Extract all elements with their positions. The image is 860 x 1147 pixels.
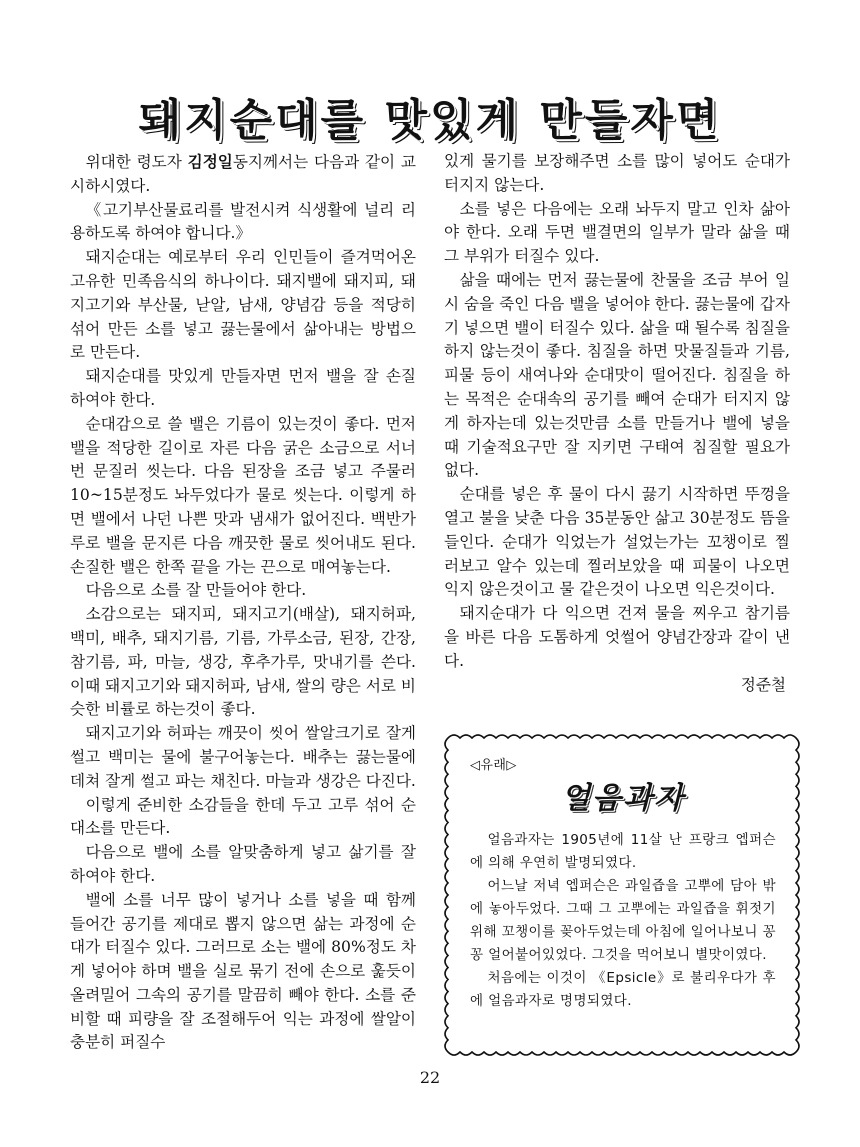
paragraph: 돼지순대가 다 익으면 건져 물을 찌우고 참기름을 바른 다음 도톰하게 엇썰어 양념간장과 같이 낸다. bbox=[444, 604, 790, 670]
paragraph: 돼지순대는 예로부터 우리 인민들이 즐겨먹어온 고유한 민족음식의 하나이다. 돼지밸에 돼지피, 돼지고기와 부산물, 낟알, 남새, 양념감 등을 적당히 섞어 만든 소를 넣고 끓는물에서 삶아내는 방법으로 만든다. bbox=[70, 248, 416, 362]
paragraph: 돼지고기와 허파는 깨끗이 씻어 쌀알크기로 잘게 썰고 백미는 물에 불구어놓는다. 배추는 끓는물에 데쳐 잘게 썰고 파는 채친다. 마늘과 생강은 다진다. bbox=[70, 724, 416, 790]
intro-text-end: 동지께서는 다음과 같이 교시하시였다. bbox=[70, 153, 416, 195]
paragraph: 이렇게 준비한 소감들을 한데 두고 고루 섞어 순대소를 만든다. bbox=[70, 795, 416, 838]
author-name: 정준철 bbox=[740, 675, 786, 694]
origin-box-content bbox=[470, 754, 776, 1013]
paragraph: 있게 물기를 보장해주면 소를 많이 넣어도 순대가 터지지 않는다. bbox=[444, 152, 790, 194]
paragraph: 소를 넣은 다음에는 오래 놔두지 말고 인차 삶아야 한다. 오래 두면 밸결면의 일부가 말라 삶을 때 그 부위가 터질수 있다. bbox=[444, 199, 790, 266]
paragraph: 다음으로 밸에 소를 알맞춤하게 넣고 삶기를 잘하여야 한다. bbox=[70, 843, 416, 885]
paragraph: 순대를 넣은 후 물이 다시 끓기 시작하면 뚜껑을 열고 불을 낮춘 다음 35분동안 삶고 30분정도 뜸을 들인다. 순대가 익었는가 설었는가는 꼬챙이로 찔러보고 알수 있는데 찔러보았을 때 피물이 나오면 익지 않은것이고 물 같은것이 나오면 익은것이다. bbox=[444, 485, 790, 599]
origin-title: 얼음과자 bbox=[561, 781, 685, 816]
intro-text: 위대한 령도자 bbox=[85, 153, 188, 171]
article-title: 돼지순대를 맛있게 만들자면 bbox=[138, 95, 722, 146]
origin-paragraph: 얼음과자는 1905년에 11살 난 프랑크 엡퍼슨에 의해 우연히 발명되였다. bbox=[470, 832, 776, 871]
origin-paragraph: 어느날 저녁 엡퍼슨은 과일즙을 고뿌에 담아 밖에 놓아두었다. 그때 그 고뿌에는 과일즙을 휘젓기 위해 꼬챙이를 꽂아두었는데 아침에 일어나보니 꽁꽁 얼어붙어있었다. 그것을 먹어보니 별맛이였다. bbox=[470, 878, 776, 963]
paragraph: 삶을 때에는 먼저 끓는물에 찬물을 조금 부어 일시 숨을 죽인 다음 밸을 넣어야 한다. 끓는물에 갑자기 넣으면 밸이 터질수 있다. 삶을 때 될수록 침질을 하지 않는것이 좋다. 침질을 하면 맛물질들과 기름, 피물 등이 새여나와 순대맛이 떨어진다. 침질을 하는 목적은 순대속의 공기를 빼여 순대가 터지지 않게 하자는데 있는것만큼 소를 만들거나 밸에 넣을 때 기술적요구만 잘 지키면 구태여 침질할 필요가 없다. bbox=[444, 270, 790, 480]
origin-tag: ◁유래▷ bbox=[470, 758, 517, 773]
left-column bbox=[70, 150, 416, 1055]
paragraph: 소감으로는 돼지피, 돼지고기(배살), 돼지허파, 백미, 배추, 돼지기름, 기름, 가루소금, 된장, 간장, 참기름, 파, 마늘, 생강, 후추가루, 맛내기를 쓴다. 이때 돼지고기와 돼지허파, 남새, 쌀의 량은 서로 비슷한 비률로 하는것이 좋다. bbox=[70, 605, 416, 719]
right-column bbox=[444, 150, 790, 697]
origin-box bbox=[444, 734, 800, 1056]
intro-paragraph bbox=[70, 150, 416, 199]
quote-paragraph: 《고기부산물료리를 발전시켜 식생활에 널리 리용하도록 하여야 합니다.》 bbox=[70, 200, 416, 243]
leader-name: 김정일 bbox=[187, 152, 233, 171]
paragraph: 돼지순대를 맛있게 만들자면 먼저 밸을 잘 손질하여야 한다. bbox=[70, 367, 416, 409]
paragraph: 밸에 소를 너무 많이 넣거나 소를 넣을 때 함께 들어간 공기를 제대로 뽑지 않으면 삶는 과정에 순대가 터질수 있다. 그러므로 소는 밸에 80%정도 차게 넣어야 하며 밸을 실로 묶기 전에 손으로 훑듯이 올려밀어 그속의 공기를 말끔히 빼야 한다. 소를 준비할 때 피량을 잘 조절해두어 익는 과정에 쌀알이 충분히 퍼질수 bbox=[70, 890, 416, 1052]
paragraph: 다음으로 소를 잘 만들어야 한다. bbox=[85, 581, 307, 600]
paragraph: 순대감으로 쓸 밸은 기름이 있는것이 좋다. 먼저 밸을 적당한 길이로 자른 다음 굵은 소금으로 서너번 문질러 씻는다. 다음 된장을 조금 넣고 주물러 10~15분정도 놔두었다가 물로 씻는다. 이렇게 하면 밸에서 나던 나쁜 맛과 냄새가 없어진다. 백반가루로 밸을 문지른 다음 깨끗한 물로 씻어내도 된다. 손질한 밸은 한쪽 끝을 가는 끈으로 매여놓는다. bbox=[70, 414, 416, 576]
page-number: 22 bbox=[419, 1068, 441, 1087]
origin-paragraph: 처음에는 이것이 《Epsicle》로 불리우다가 후에 얼음과자로 명명되였다. bbox=[470, 970, 776, 1009]
